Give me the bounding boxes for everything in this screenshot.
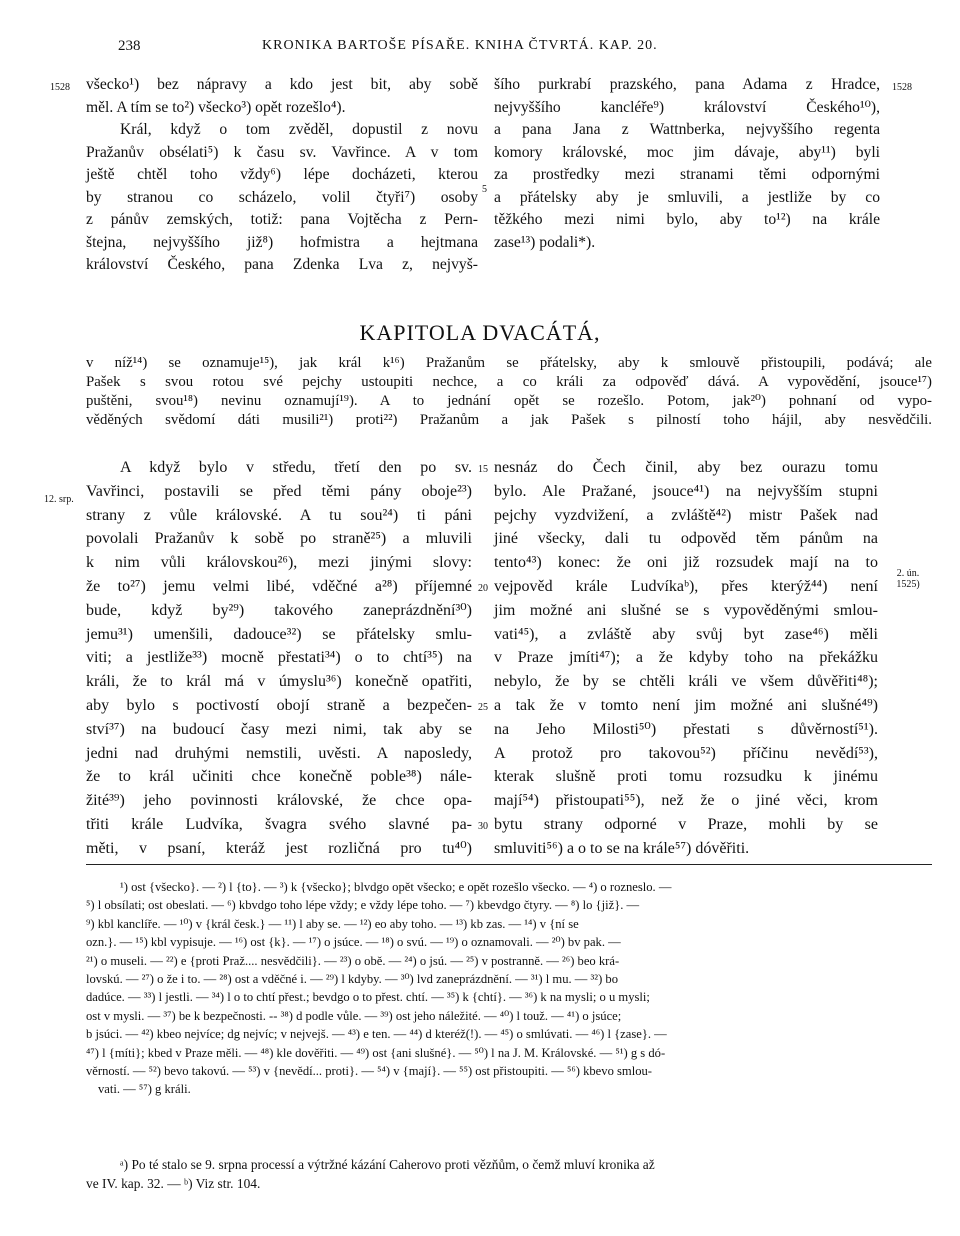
margin-date-right-day: 2. ún. (896, 568, 920, 579)
summary-line: věděných svědomí dáti musili²¹) proti²²) Pražanům a jak Pašek s pilností toho hájil, aby nesvědčili. (86, 412, 932, 428)
text-line: kterak slušně proti tomu rozsudku k jinému (494, 768, 878, 786)
note-line: věrností. — ⁵²) bevo takovú. — ⁵³) v {nevědí... proti}. — ⁵⁴) v {mají}. — ⁵⁵) ost přistoupiti. — ⁵⁶) kbevo smlou- (86, 1064, 652, 1079)
text-line: žité³⁹) jeho povinnosti královské, že chce opa- (86, 792, 472, 810)
margin-year-right: 1528 (892, 82, 912, 93)
text-line: a pana Jana z Wattnberka, nejvyššího regenta (494, 121, 880, 138)
text-line: bytu strany odporné v Praze, mohli by se (494, 815, 878, 833)
text-line: a přátelsky aby je smluvili, a jestliže by co (494, 188, 880, 206)
text-line: na Jeho Milosti⁵⁰) přestati s důvěrností⁵¹). (494, 720, 878, 738)
text-line: smluviti⁵⁶) a o to se na krále⁵⁷) dóvěřiti. (494, 839, 750, 857)
text-line: Král, když o tom zvěděl, dopustil z novu (120, 121, 478, 138)
body-right-column (494, 456, 878, 861)
margin-year-left: 1528 (50, 82, 70, 93)
line-number-15: 15 (478, 464, 488, 475)
text-line: vejpověd krále Ludvíkaᵇ), přes kterýž⁴⁴) není (494, 577, 878, 595)
note-line: ¹) ost {všecko}. — ²) l {to}. — ³) k {všecko}; blvdgo opět všecko; e opět rozešlo všecko. — ⁴) o rozneslo. — (120, 880, 672, 894)
text-line: v Praze jmíti⁴⁷); a že kdyby toho na překážku (494, 649, 878, 667)
text-line: nebylo, že by se chtěli králi ve všem důvěřiti⁴⁸); (494, 673, 878, 691)
text-line: strany z vůle královské. A tu sou²⁴) ti páni (86, 506, 472, 524)
running-title: KRONIKA BARTOŠE PÍSAŘE. KNIHA ČTVRTÁ. KAP. 20. (262, 38, 658, 53)
line-number-20: 20 (478, 583, 488, 594)
text-line: za prostředky mezi stranami těmi odpornými (494, 166, 880, 183)
summary-line: v níž¹⁴) se oznamuje¹⁵), jak král k¹⁶) Pražanům se přátelsky, aby k smlouvě přistoupili, podává; ale (86, 355, 932, 371)
text-line: A když bylo v středu, třetí den po sv. (120, 459, 472, 476)
text-line: zase¹³) podali*). (494, 233, 596, 251)
note-line: vati. — ⁵⁷) g králi. (98, 1082, 191, 1097)
text-line: mají⁵⁴) přistoupati⁵⁵), než že o jiné věci, krom (494, 792, 878, 810)
summary-line: Pašek s svou rotou své pejchy ustoupiti nechce, a co králi za odpověď dává. A vypovědění, jsouce¹⁷) (86, 374, 932, 390)
text-line: štejna, nejvyššího již⁸) hofmistra a hejtmana (86, 233, 478, 251)
editorial-notes (86, 1155, 932, 1193)
note-line: ⁴⁷) l {míti}; kbed v Praze měli. — ⁴⁸) kle dověřiti. — ⁴⁹) ost {ani slušné}. — ⁵⁰) l na J. M. Královské. — ⁵¹) g s dó- (86, 1045, 666, 1060)
note-line: ⁹) kbl kanclíře. — ¹⁰) v {král česk.} — ¹¹) l aby se. — ¹²) eo aby toho. — ¹³) kb zas. — ¹⁴) v {ní se (86, 916, 579, 931)
text-line: jedni nad druhými nemstili, uvěsti. A naposledy, (86, 744, 472, 762)
text-line: tento⁴³) konec: že oni již rozsudek mají na to (494, 554, 878, 572)
text-line: šího purkrabí prazského, pana Adama z Hradce, (494, 76, 880, 93)
text-line: těžkého mezi nimi bylo, aby to¹²) na krále (494, 211, 880, 228)
text-line: viti; a jestliže³³) mocně přestati³⁴) o to chtí³⁵) na (86, 649, 472, 667)
text-line: vati⁴⁵), a zvláště aby svůj byt zase⁴⁶) měli (494, 625, 878, 643)
text-line: komory královské, moc jim dávaje, aby¹¹) byli (494, 143, 880, 161)
text-line: k nim vůli královskou²⁶), mezi jinými slovy: (86, 554, 472, 572)
text-line: by stranou co scházelo, volil čtyři⁷) osoby (86, 188, 478, 206)
text-line: z pánův zemských, totiž: pana Vojtěcha z Pern- (86, 211, 478, 228)
text-line: jim možné ani slušné se s vypověděnými smlou- (494, 601, 878, 619)
top-right-column (494, 74, 880, 254)
top-left-column (86, 74, 478, 277)
text-line: bylo. Ale Pražané, jsouce⁴¹) na nejvyšším stupni (494, 482, 878, 500)
text-line: A protož pro takovou⁵²) příčinu nevědí⁵³), (494, 744, 878, 762)
line-number-30: 30 (478, 821, 488, 832)
editorial-note-line: ᵃ) Po té stalo se 9. srpna processí a výtržné kázání Caherovo proti vězňům, o čemž mluví kronika až (120, 1157, 655, 1172)
text-line: měti, v psaní, kteráž jest rozličná pro tu⁴⁰) (86, 839, 472, 857)
note-line: b jsúci. — ⁴²) kbeo nejvíce; dg nejvíc; v nejvejš. — ⁴³) e ten. — ⁴⁴) d kteréž(!). — ⁴⁵) o smlúvati. — ⁴⁶) l {zase}. — (86, 1027, 667, 1042)
footnote-divider (86, 864, 932, 865)
chapter-title: KAPITOLA DVACÁTÁ, (359, 320, 601, 345)
note-line: ⁵) l obsílati; ost obeslati. — ⁶) kbvdgo toho lépe vždy; e vždy lépe toho. — ⁷) kbevdgo čtyry. — ⁸) lo {již}. — (86, 898, 640, 913)
text-line: Vavřinci, postavili se před těmi pány oboje²³) (86, 482, 472, 500)
text-line: aby bylo s poctivostí obojí straně a bezpečen- (86, 696, 472, 714)
text-line: království Českého, pana Zdenka Lva z, nejvyš- (86, 256, 478, 273)
text-line: že to²⁷) jemu velmi libé, vděčné a²⁸) příjemné (86, 577, 472, 595)
text-line: Pražanův obsélati⁵) k času sv. Vavřince. A v tom (86, 143, 478, 161)
body-left-column (86, 456, 472, 861)
text-line: ještě chtěl toho vždy⁶) lépe docházeti, kterou (86, 166, 478, 183)
text-line: nesnáz do Čech činil, aby bez ourazu tomu (494, 459, 878, 476)
margin-date-right (886, 568, 930, 590)
text-line: jemu³¹) umenšili, dadouce³²) se přátelsky smlu- (86, 625, 472, 643)
page-number: 238 (118, 38, 141, 54)
text-line: ství³⁷) na budoucí časy mezi nimi, tak aby se (86, 720, 472, 738)
note-line: dadúce. — ³³) l jestli. — ³⁴) l o to chtí přest.; bevdgo o to přest. chtí. — ³⁵) k {chtí}. — ³⁶) k na mysli; o u mysli; (86, 990, 650, 1005)
variant-notes (86, 878, 932, 1099)
editorial-note-line: ve IV. kap. 32. — ᵇ) Viz str. 104. (86, 1176, 261, 1191)
text-line: povolali Pražanův k sobě po straně²⁵) a mluvili (86, 530, 472, 548)
note-line: ost v mysli. — ³⁷) be k bezpečnosti. -- ³⁸) d podle vůle. — ³⁹) ost jeho náležité. — ⁴⁰) l touž. — ⁴¹) o jsúce; (86, 1008, 622, 1023)
margin-date-left: 12. srp. (44, 494, 74, 505)
summary-line: puštěni, svou¹⁸) nevinu oznamují¹⁹). A to jednání opět se rozešlo. Potom, jak²⁰) pohnaní od vypo- (86, 393, 932, 409)
text-line: všecko¹) bez nápravy a kdo jest bit, aby sobě (86, 76, 478, 93)
text-line: pejchy vyzdvižení, a zvláště⁴²) mistr Pašek nad (494, 506, 878, 524)
text-line: nejvyššího kancléře⁹) království Českého¹⁰), (494, 98, 880, 116)
text-line: králi, že to král má v úmyslu³⁶) konečně opatřiti, (86, 673, 472, 691)
text-line: že to král učiniti chce konečně poble³⁸) nále- (86, 768, 472, 786)
text-line: třiti krále Ludvíka, švagra svého slavné pa- (86, 815, 472, 833)
chapter-summary (86, 354, 932, 430)
text-line: a tak že v tomto není jim možné ani slušné⁴⁹) (494, 696, 878, 714)
line-number-5: 5 (482, 184, 487, 195)
text-line: jiné všecky, dali tu odpověd těm pánům na (494, 530, 878, 548)
margin-date-right-year: 1525) (896, 579, 920, 590)
note-line: ²¹) o museli. — ²²) e {proti Praž.... nesvědčili}. — ²³) o obě. — ²⁴) o jsú. — ²⁵) v postranně. — ²⁶) beo krá- (86, 953, 620, 968)
text-line: měl. A tím se to²) všecko³) opět rozešlo⁴). (86, 98, 346, 116)
text-line: bude, když by²⁹) takového zaneprázdnění³⁰) (86, 601, 472, 619)
line-number-25: 25 (478, 702, 488, 713)
note-line: lovskú. — ²⁷) o že i to. — ²⁸) ost a vděčné i. — ²⁹) l kdyby. — ³⁰) lvd zaneprázdnění. — ³¹) l mu. — ³²) bo (86, 972, 619, 987)
note-line: ozn.}. — ¹⁵) kbl vypisuje. — ¹⁶) ost {k}. — ¹⁷) o jsúce. — ¹⁸) o svú. — ¹⁹) o oznamovali. — ²⁰) bv pak. — (86, 935, 621, 950)
